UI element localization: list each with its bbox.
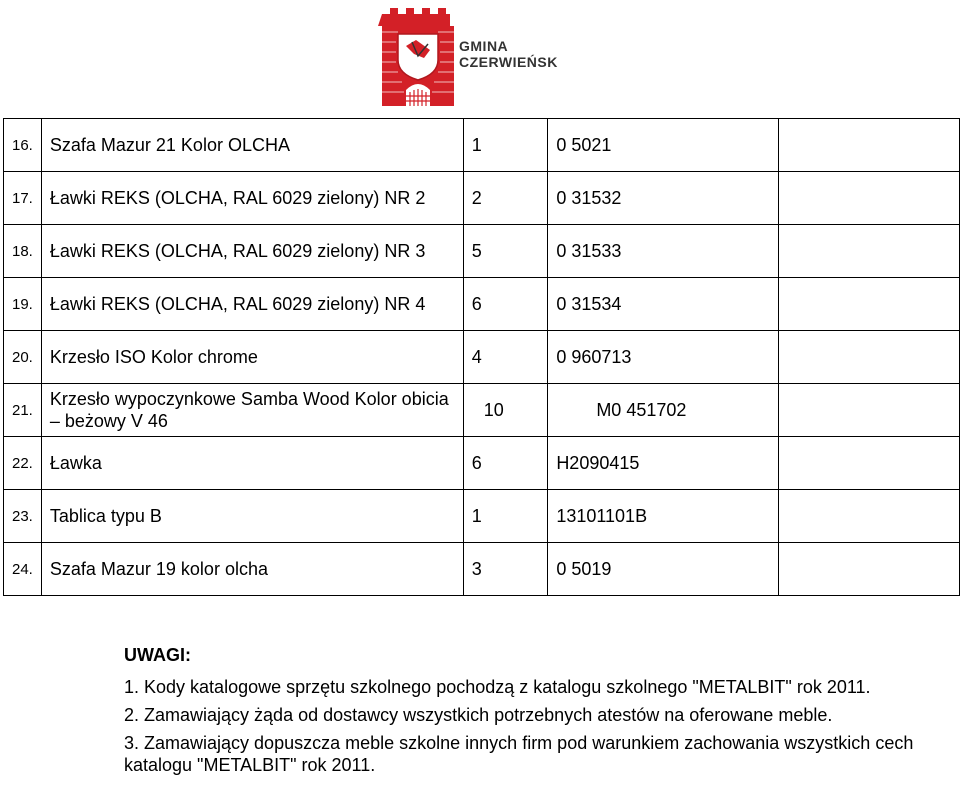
- logo-line-1: GMINA: [459, 38, 509, 54]
- item-name: Krzesło wypoczynkowe Samba Wood Kolor obicia – beżowy V 46: [41, 384, 463, 437]
- table-row: [4, 119, 960, 172]
- row-number: 21.: [4, 384, 42, 437]
- empty-cell: [779, 119, 960, 172]
- notes-section: [124, 641, 913, 779]
- item-name: Ławka: [41, 437, 463, 490]
- table-row: [4, 437, 960, 490]
- row-number: 20.: [4, 331, 42, 384]
- item-quantity: 1: [463, 119, 548, 172]
- item-name: Ławki REKS (OLCHA, RAL 6029 zielony) NR 3: [41, 225, 463, 278]
- item-quantity: 5: [463, 225, 548, 278]
- item-code: 13101101B: [548, 490, 779, 543]
- empty-cell: [779, 331, 960, 384]
- empty-cell: [779, 437, 960, 490]
- note-item: 1. Kody katalogowe sprzętu szkolnego pochodzą z katalogu szkolnego "METALBIT" rok 2011.: [124, 677, 871, 697]
- item-name: Ławki REKS (OLCHA, RAL 6029 zielony) NR 2: [41, 172, 463, 225]
- table-row: [4, 331, 960, 384]
- empty-cell: [779, 225, 960, 278]
- coat-of-arms-icon: [378, 2, 458, 108]
- row-number: 24.: [4, 543, 42, 596]
- item-name: Krzesło ISO Kolor chrome: [41, 331, 463, 384]
- item-name: Szafa Mazur 19 kolor olcha: [41, 543, 463, 596]
- empty-cell: [779, 490, 960, 543]
- item-quantity: 2: [463, 172, 548, 225]
- empty-cell: [779, 172, 960, 225]
- row-number: 23.: [4, 490, 42, 543]
- table-row: [4, 384, 960, 437]
- item-quantity: 3: [463, 543, 548, 596]
- item-code: H2090415: [548, 437, 779, 490]
- table-row: [4, 278, 960, 331]
- note-item-continuation: katalogu "METALBIT" rok 2011.: [124, 755, 376, 775]
- item-name: Tablica typu B: [41, 490, 463, 543]
- empty-cell: [779, 543, 960, 596]
- row-number: 22.: [4, 437, 42, 490]
- row-number: 19.: [4, 278, 42, 331]
- logo-line-2: CZERWIEŃSK: [459, 54, 558, 70]
- item-quantity: 4: [463, 331, 548, 384]
- item-name: Szafa Mazur 21 Kolor OLCHA: [41, 119, 463, 172]
- item-code: 0 960713: [548, 331, 779, 384]
- note-item: 3. Zamawiający dopuszcza meble szkolne innych firm pod warunkiem zachowania wszystkich cech: [124, 733, 914, 753]
- notes-title: UWAGI:: [124, 645, 191, 665]
- empty-cell: [779, 384, 960, 437]
- item-code: 0 31533: [548, 225, 779, 278]
- item-code: M0 451702: [548, 384, 779, 437]
- note-item: 2. Zamawiający żąda od dostawcy wszystkich potrzebnych atestów na oferowane meble.: [124, 705, 833, 725]
- item-code: 0 31532: [548, 172, 779, 225]
- item-code: 0 5021: [548, 119, 779, 172]
- item-quantity: 6: [463, 278, 548, 331]
- table-row: [4, 225, 960, 278]
- item-code: 0 31534: [548, 278, 779, 331]
- item-name: Ławki REKS (OLCHA, RAL 6029 zielony) NR 4: [41, 278, 463, 331]
- row-number: 18.: [4, 225, 42, 278]
- item-quantity: 1: [463, 490, 548, 543]
- row-number: 17.: [4, 172, 42, 225]
- logo-wordmark: [459, 38, 558, 70]
- table-row: [4, 490, 960, 543]
- item-quantity: 6: [463, 437, 548, 490]
- empty-cell: [779, 278, 960, 331]
- row-number: 16.: [4, 119, 42, 172]
- table-row: [4, 543, 960, 596]
- item-quantity: 10: [463, 384, 548, 437]
- item-code: 0 5019: [548, 543, 779, 596]
- table-row: [4, 172, 960, 225]
- items-table: [3, 118, 960, 596]
